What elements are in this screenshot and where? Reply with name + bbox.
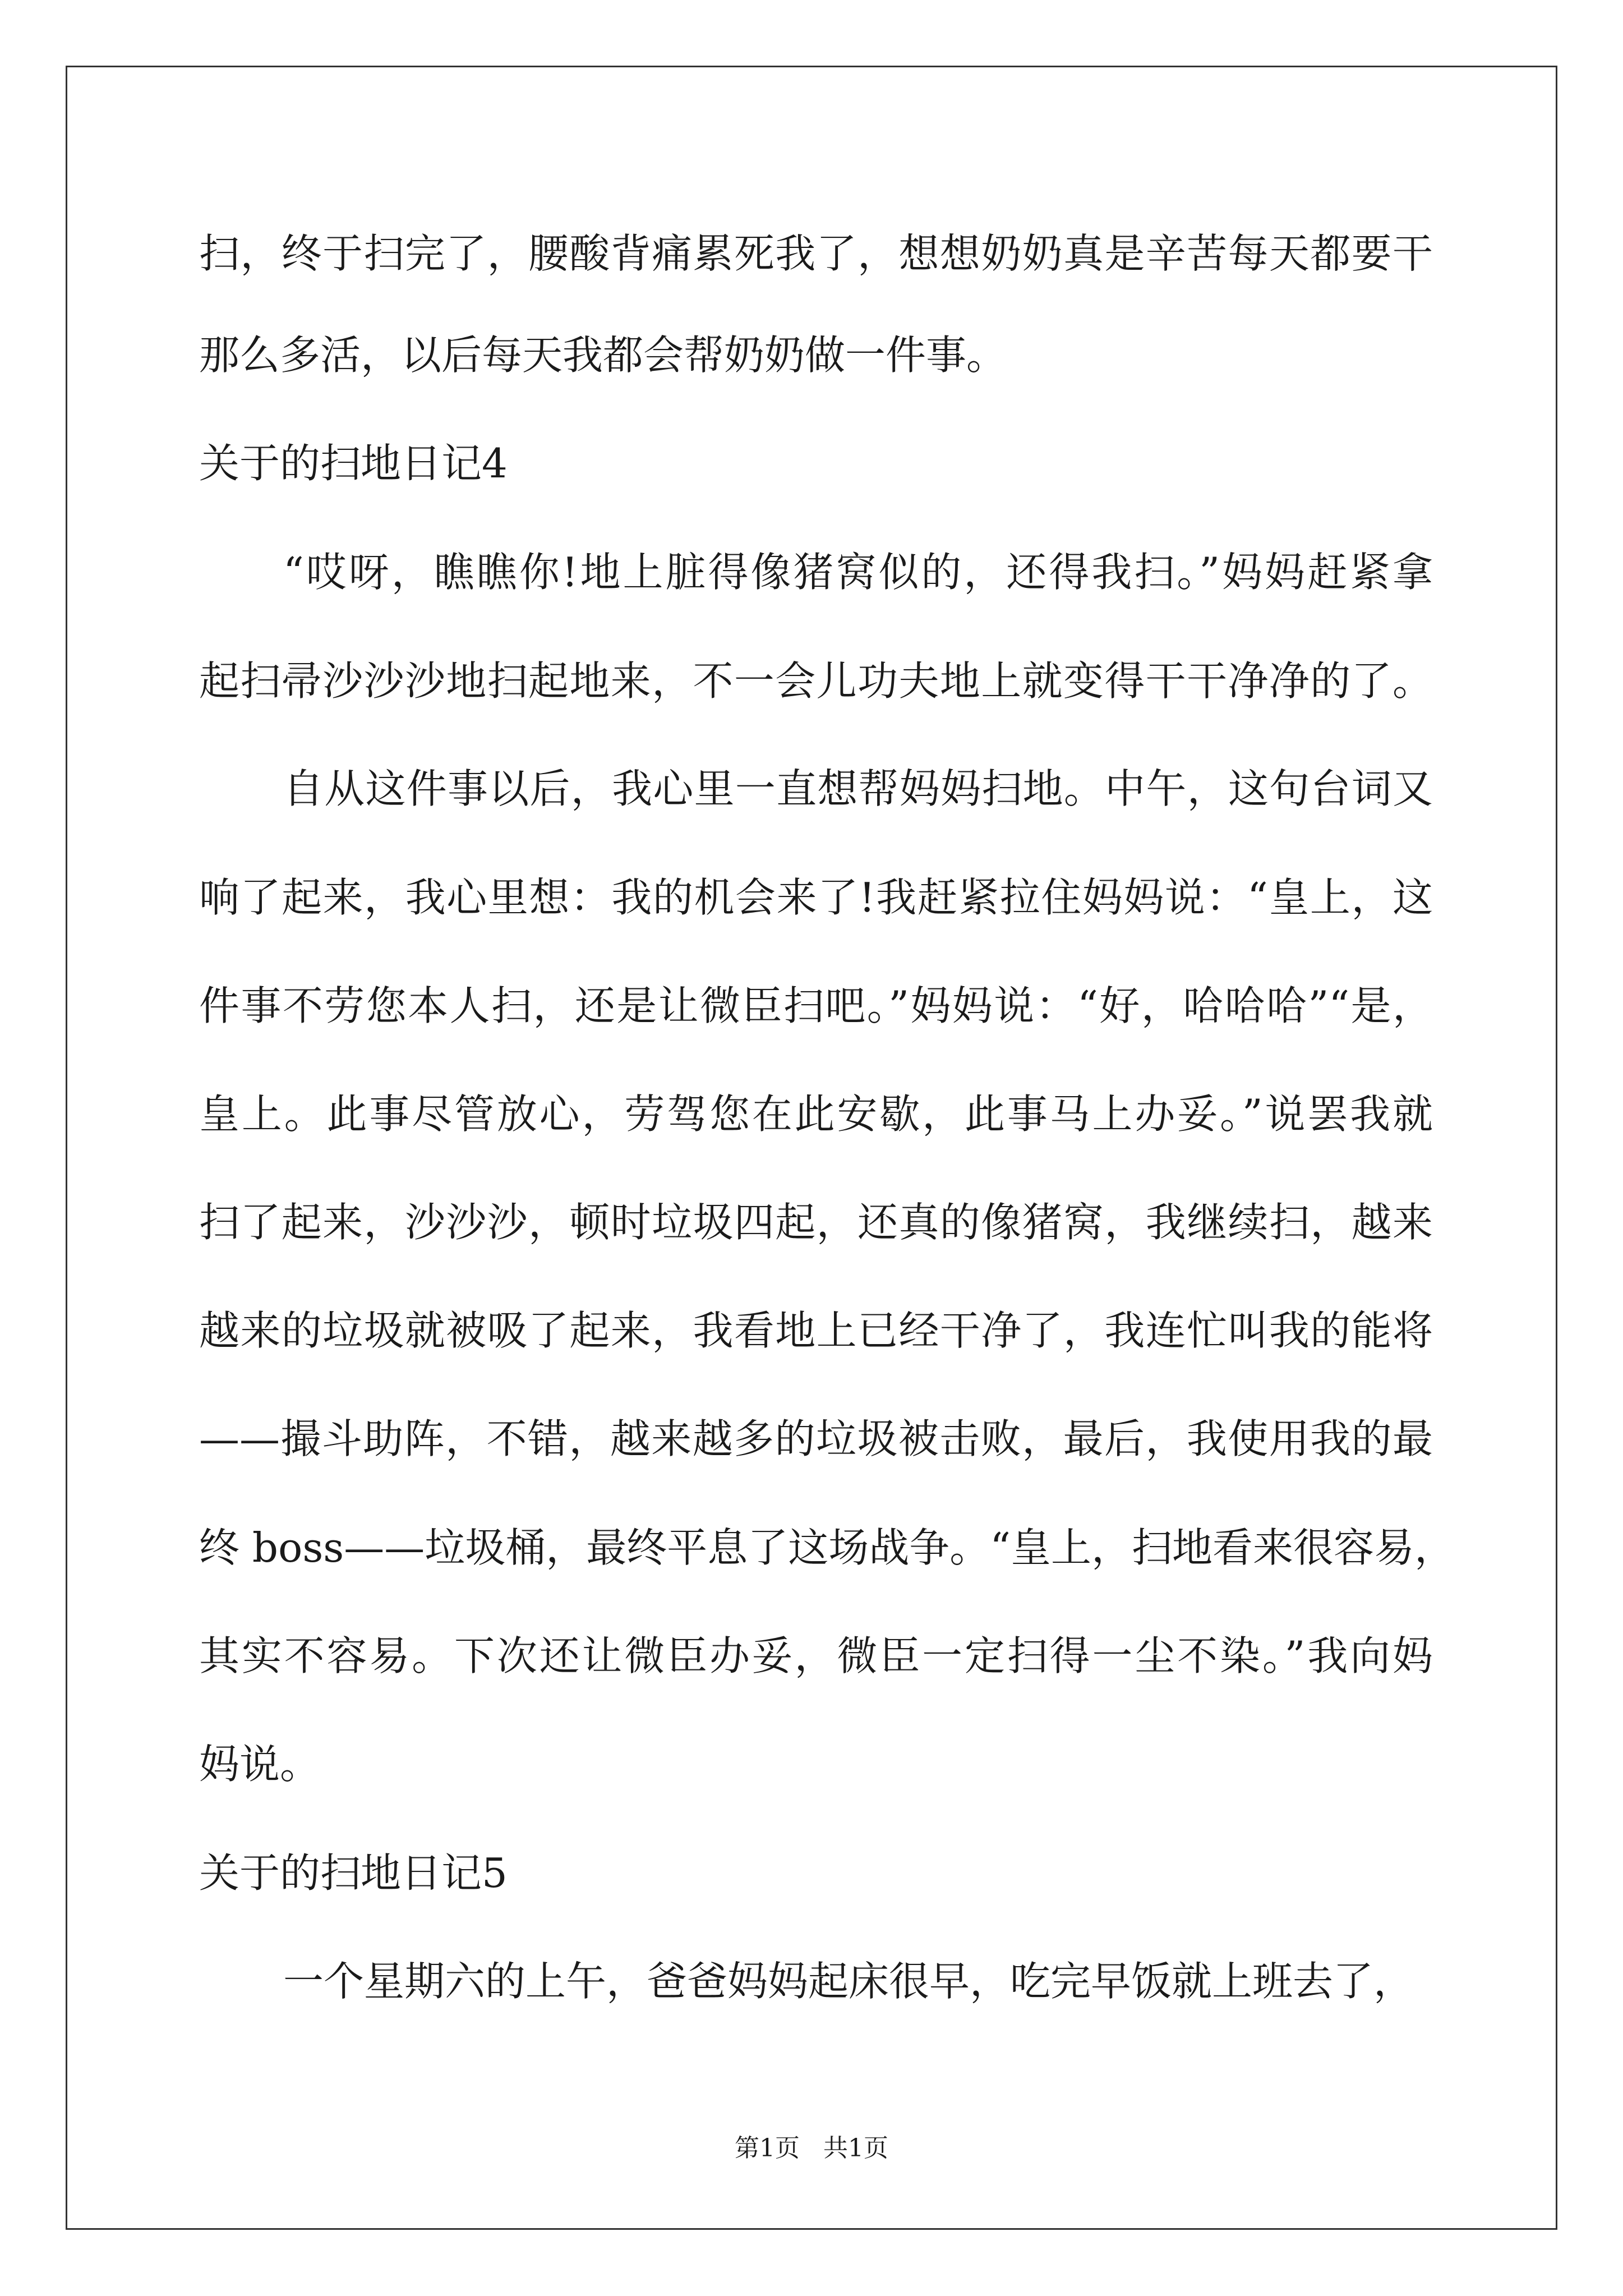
text-line: 其实不容易。下次还让微臣办妥，微臣一定扫得一尘不染。”我向妈 xyxy=(199,1632,1433,1680)
text-line: 响了起来，我心里想：我的机会来了!我赶紧拉住妈妈说：“皇上，这 xyxy=(199,874,1433,921)
text-line: 终 boss——垃圾桶，最终平息了这场战争。“皇上，扫地看来很容易， xyxy=(199,1524,1455,1571)
page-footer: 第1页 共1页 xyxy=(735,2134,888,2162)
page-border xyxy=(66,66,1557,2230)
text-line: 皇上。此事尽管放心，劳驾您在此安歇，此事马上办妥。”说罢我就 xyxy=(199,1091,1433,1138)
text-line: 一个星期六的上午，爸爸妈妈起床很早，吃完早饭就上班去了， xyxy=(283,1958,1414,2005)
text-line: 扫，终于扫完了，腰酸背痛累死我了，想想奶奶真是辛苦每天都要干 xyxy=(199,230,1433,277)
text-line: 妈说。 xyxy=(199,1741,321,1788)
text-line: 越来的垃圾就被吸了起来，我看地上已经干净了，我连忙叫我的能将 xyxy=(199,1307,1433,1354)
text-line: ——撮斗助阵，不错，越来越多的垃圾被击败，最后，我使用我的最 xyxy=(199,1415,1433,1462)
text-line: “哎呀，瞧瞧你!地上脏得像猪窝似的，还得我扫。”妈妈赶紧拿 xyxy=(283,549,1433,596)
text-line: 扫了起来，沙沙沙，顿时垃圾四起，还真的像猪窝，我继续扫，越来 xyxy=(199,1199,1433,1246)
section-heading: 关于的扫地日记5 xyxy=(199,1849,508,1897)
text-line: 那么多活，以后每天我都会帮奶奶做一件事。 xyxy=(199,332,1007,379)
text-line: 自从这件事以后，我心里一直想帮妈妈扫地。中午，这句台词又 xyxy=(283,765,1433,812)
text-line: 起扫帚沙沙沙地扫起地来，不一会儿功夫地上就变得干干净净的了。 xyxy=(199,657,1433,705)
text-line: 件事不劳您本人扫，还是让微臣扫吧。”妈妈说：“好，哈哈哈”“是， xyxy=(199,982,1433,1029)
section-heading: 关于的扫地日记4 xyxy=(199,440,508,487)
